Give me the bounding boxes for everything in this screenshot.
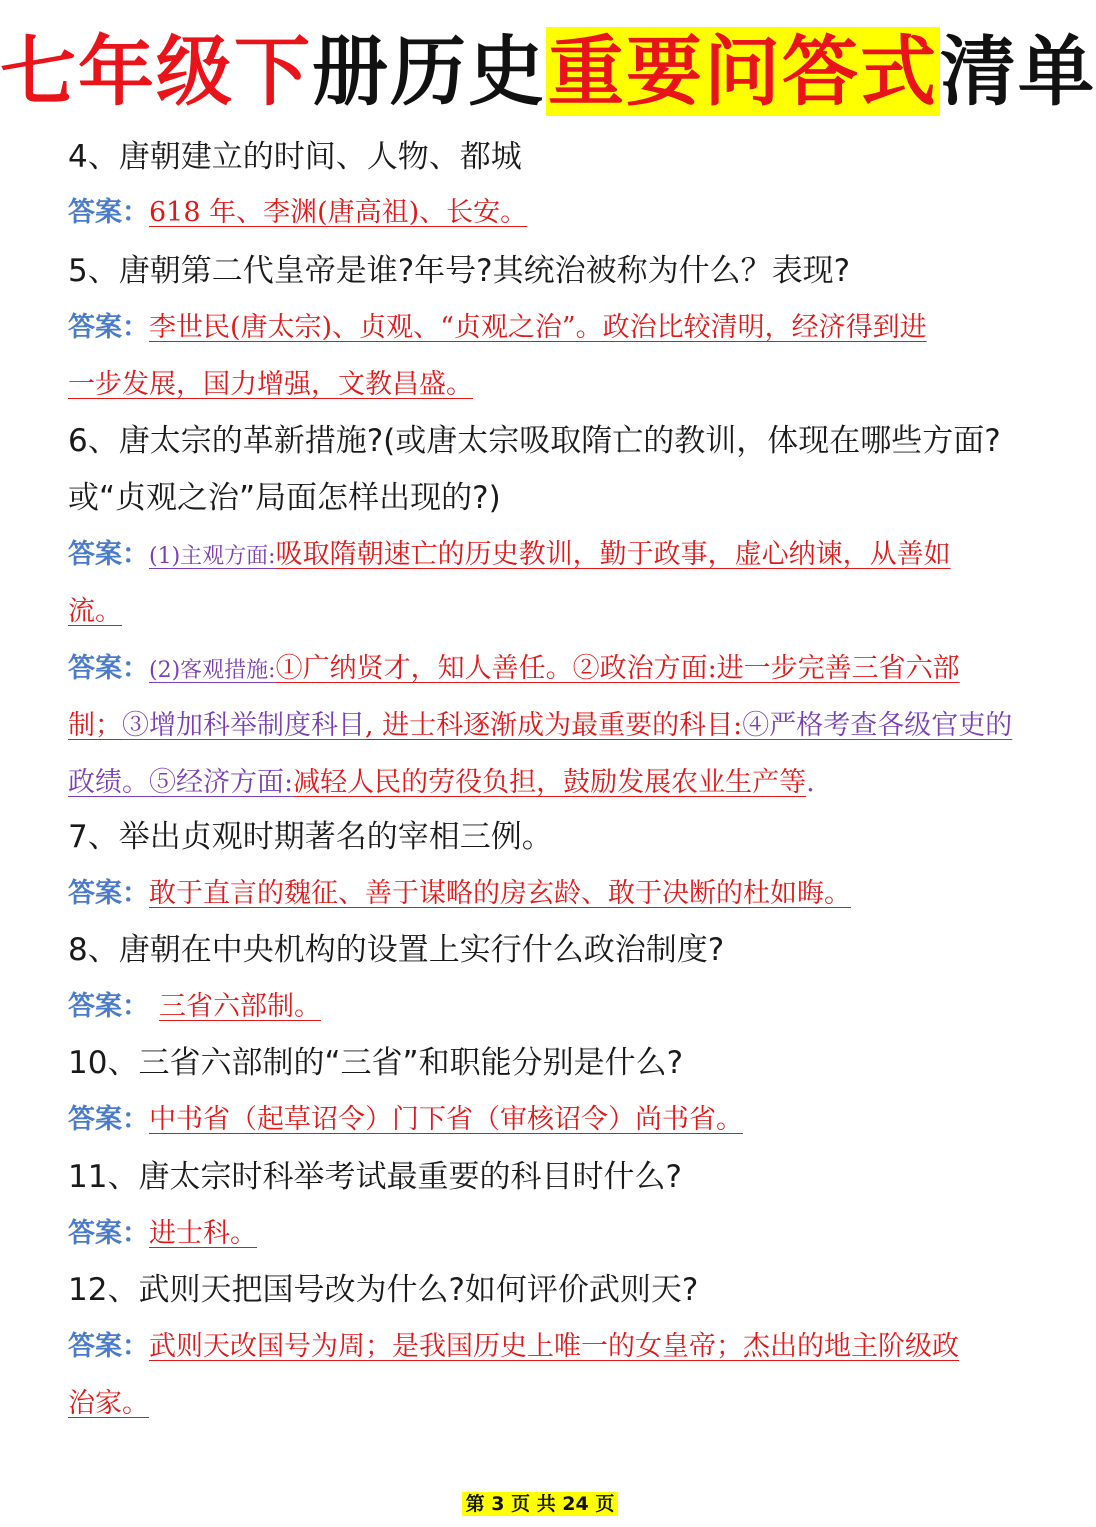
answer-6-2-line2 — [68, 706, 1012, 746]
answer-end: . — [806, 767, 815, 798]
answer-text: 李世民(唐太宗)、贞观、“贞观之治”。政治比较清明，经济得到进 — [149, 312, 927, 343]
answer-5-cont — [68, 365, 473, 405]
answer-text: 中书省（起草诏令）门下省（审核诏令）尚书省。 — [149, 1104, 743, 1135]
answer-label: 答案： — [68, 991, 149, 1022]
answer-label: 答案： — [68, 1218, 149, 1249]
answer-label: 答案： — [68, 1331, 149, 1362]
answer-text: 进士科。 — [149, 1218, 257, 1249]
question-7: 7、举出贞观时期著名的宰相三例。 — [68, 819, 553, 855]
answer-prefix: (2)客观措施: — [149, 658, 276, 683]
answer-label: 答案： — [68, 878, 149, 909]
title-part-2: 册历史 — [312, 27, 546, 116]
answer-text-purple: 政绩。⑤经济方面: — [68, 767, 294, 798]
page-title — [0, 22, 1096, 122]
answer-label: 答案： — [68, 539, 149, 570]
answer-text-purple: ④严格考查各级官吏的 — [742, 710, 1013, 741]
answer-text: 武则天改国号为周；是我国历史上唯一的女皇帝；杰出的地主阶级政 — [149, 1331, 959, 1362]
answer-6-2 — [68, 649, 960, 691]
answer-6-2-line3 — [68, 763, 815, 803]
title-part-1: 七年级下 — [0, 27, 312, 116]
answer-label: 答案： — [68, 312, 149, 343]
answer-label: 答案： — [68, 653, 149, 684]
answer-prefix: (1)主观方面: — [149, 544, 276, 569]
answer-text-purple: ③增加科举制度科目 — [122, 710, 365, 741]
question-11: 11、唐太宗时科举考试最重要的科目时什么? — [68, 1159, 682, 1195]
answer-text: 。②政治方面:进一步完善三省六部 — [545, 653, 960, 684]
answer-6-1 — [68, 535, 951, 577]
page-number-text: 第 3 页 共 24 页 — [462, 1492, 619, 1516]
answer-text: ①广纳贤才，知人善任 — [275, 653, 546, 684]
page-number — [0, 1489, 1080, 1516]
answer-text: 一步发展，国力增强，文教昌盛。 — [68, 369, 473, 400]
answer-7 — [68, 874, 851, 914]
question-6: 6、唐太宗的革新措施?(或唐太宗吸取隋亡的教训，体现在哪些方面? — [68, 423, 1001, 459]
question-12: 12、武则天把国号改为什么?如何评价武则天? — [68, 1272, 699, 1308]
answer-text: 治家。 — [68, 1388, 149, 1419]
question-8: 8、唐朝在中央机构的设置上实行什么政治制度? — [68, 932, 725, 968]
question-6-cont: 或“贞观之治”局面怎样出现的?) — [68, 480, 501, 516]
answer-10 — [68, 1100, 743, 1140]
answer-12 — [68, 1327, 959, 1367]
answer-text: 减轻人民的劳役负担，鼓励发展农业生产等 — [293, 767, 807, 798]
answer-label: 答案： — [68, 1104, 149, 1135]
answer-5 — [68, 308, 927, 348]
question-10: 10、三省六部制的“三省”和职能分别是什么? — [68, 1045, 684, 1081]
answer-6-1-cont — [68, 592, 122, 632]
answer-text: 三省六部制。 — [159, 991, 321, 1022]
title-part-4: 清单 — [940, 27, 1096, 116]
answer-12-cont — [68, 1384, 149, 1424]
answer-text: 制； — [68, 710, 122, 741]
question-4: 4、唐朝建立的时间、人物、都城 — [68, 139, 522, 175]
answer-11 — [68, 1214, 257, 1254]
answer-text: 618 年、李渊(唐高祖)、长安。 — [149, 197, 528, 228]
answer-label: 答案： — [68, 197, 149, 228]
question-5: 5、唐朝第二代皇帝是谁?年号?其统治被称为什么？表现? — [68, 253, 851, 289]
answer-text: 吸取隋朝速亡的历史教训，勤于政事，虚心纳谏，从善如 — [275, 539, 951, 570]
answer-text: 流。 — [68, 596, 122, 627]
answer-text: , 进士科逐渐成为最重要的科目: — [365, 710, 743, 741]
answer-text: 敢于直言的魏征、善于谋略的房玄龄、敢于决断的杜如晦。 — [149, 878, 851, 909]
answer-8 — [68, 987, 321, 1027]
answer-4 — [68, 193, 527, 233]
title-highlight: 重要问答式 — [548, 27, 938, 116]
